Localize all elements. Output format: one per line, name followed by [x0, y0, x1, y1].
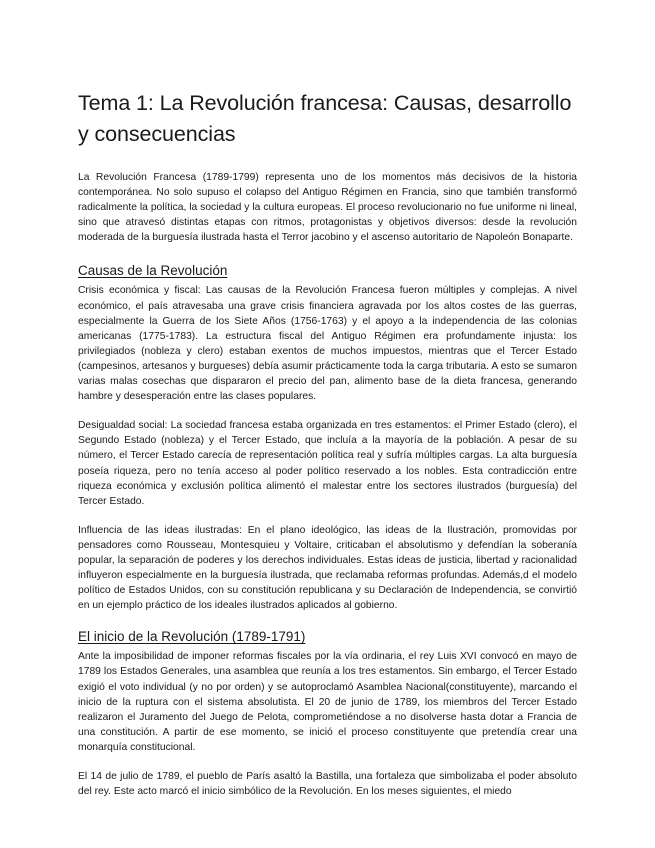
paragraph-crisis-economica: Crisis económica y fiscal: Las causas de la Revolución Francesa fueron múltiples y complejas. A nivel económico, el país atravesaba una grave crisis financiera agravada por los altos costes de las guerras, especialmente la Guerra de los Siete Años (1756-1763) y el apoyo a la independencia de las colonias americanas (1775-1783). La estructura fiscal del Antiguo Régimen era profundamente injusta: los privilegiados (nobleza y clero) estaban exentos de muchos impuestos, mientras que el Tercer Estado (campesinos, artesanos y burgueses) debía asumir prácticamente toda la carga tributaria. A esto se sumaron varias malas cosechas que dispararon el precio del pan, alimento base de la dieta francesa, generando hambre y desesperación entre las clases populares.: [78, 285, 577, 403]
intro-paragraph: La Revolución Francesa (1789-1799) representa uno de los momentos más decisivos de la historia contemporánea. No solo supuso el colapso del Antiguo Régimen en Francia, sino que también transformó radicalmente la política, la sociedad y la cultura europeas. El proceso revolucionario no fue uniforme ni lineal, sino que atravesó distintas etapas con ritmos, protagonistas y objetivos diversos: desde la revolución moderada de la burguesía ilustrada hasta el Terror jacobino y el ascenso autoritario de Napoleón Bonaparte.: [78, 172, 577, 244]
section-heading-inicio: El inicio de la Revolución (1789-1791): [78, 629, 306, 645]
section-heading-causas: Causas de la Revolución: [78, 263, 228, 279]
paragraph-estados-generales: Ante la imposibilidad de imponer reformas fiscales por la vía ordinaria, el rey Luis XVI convocó en mayo de 1789 los Estados Generales, una asamblea que reunía a los tres estamentos. Sin embargo, el Tercer Estado exigió el voto individual (y no por orden) y se autoproclamó Asamblea Nacional(constituyente), marcando el inicio de la ruptura con el sistema absolutista. El 20 de junio de 1789, los miembros del Tercer Estado realizaron el Juramento del Juego de Pelota, comprometiéndose a no disolverse hasta dotar a Francia de una constitución. A partir de ese momento, se inició el proceso constituyente que pretendía crear una monarquía constitucional.: [78, 651, 577, 753]
document-title: Tema 1: La Revolución francesa: Causas, desarrollo y consecuencias: [78, 91, 572, 146]
paragraph-desigualdad-social: Desigualdad social: La sociedad francesa estaba organizada en tres estamentos: el Primer Estado (clero), el Segundo Estado (nobleza) y el Tercer Estado, que incluía a la mayoría de la población. A pesar de su número, el Tercer Estado carecía de representación política real y sufría múltiples cargas. La alta burguesía poseía riqueza, pero no tenía acceso al poder político reservado a los nobles. Esta contradicción entre riqueza económica y exclusión política alimentó el malestar entre los sectores ilustrados (burguesía) del Tercer Estado.: [78, 420, 577, 507]
paragraph-ideas-ilustradas: Influencia de las ideas ilustradas: En el plano ideológico, las ideas de la Ilustración, promovidas por pensadores como Rousseau, Montesquieu y Voltaire, criticaban el absolutismo y defendían la soberanía popular, la separación de poderes y los derechos individuales. Estas ideas de justicia, libertad y racionalidad influyeron especialmente en la burguesía ilustrada, que reclamaba reformas profundas. Además,d el modelo político de Estados Unidos, con su constitución republicana y su Declaración de Independencia, se convirtió en un ejemplo práctico de los ideales ilustrados aplicados al gobierno.: [78, 524, 577, 612]
paragraph-bastilla: El 14 de julio de 1789, el pueblo de París asaltó la Bastilla, una fortaleza que simbolizaba el poder absoluto del rey. Este acto marcó el inicio simbólico de la Revolución. En los meses siguientes, el miedo: [78, 771, 577, 798]
